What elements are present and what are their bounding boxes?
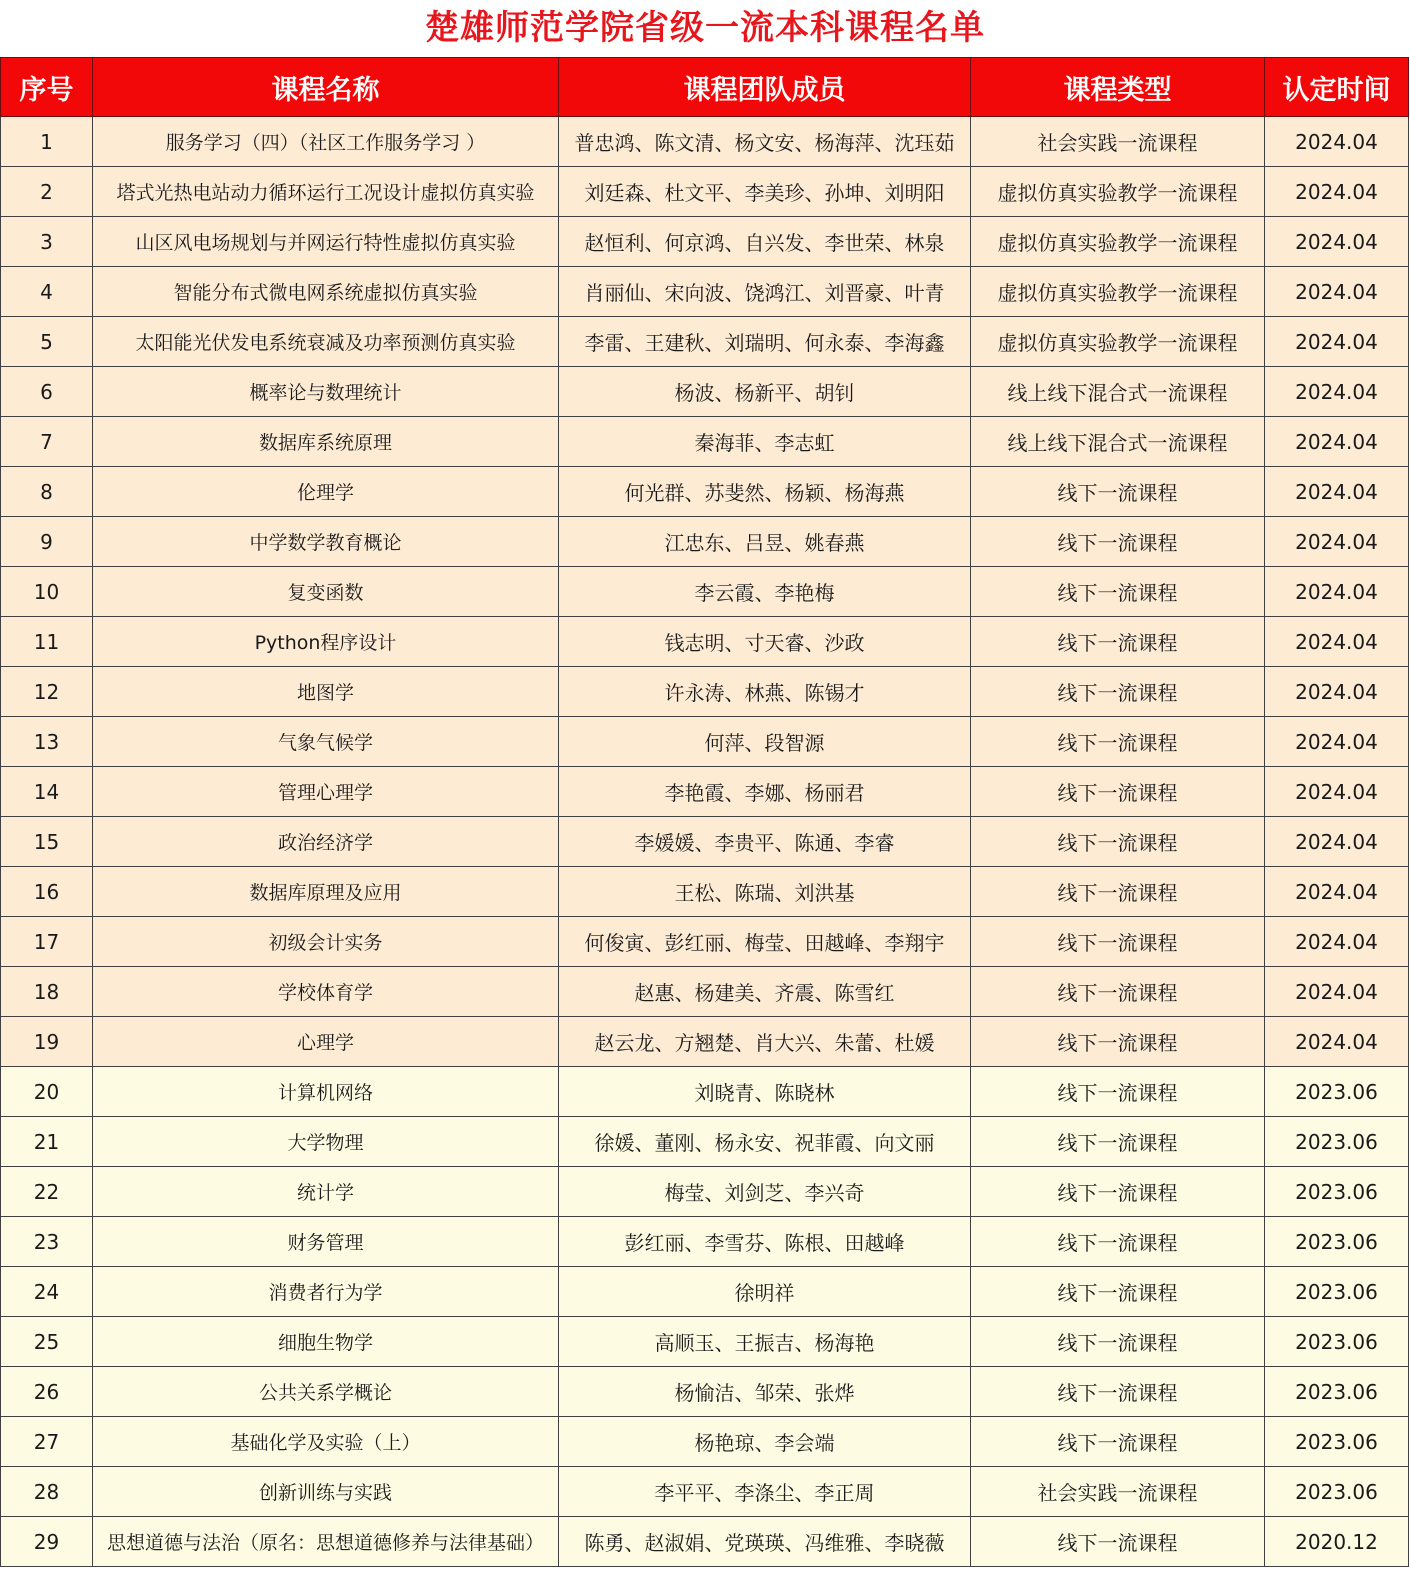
cell-course-type: 线下一流课程: [971, 567, 1265, 617]
cell-course-name: 大学物理: [93, 1117, 559, 1167]
cell-team-members: 普忠鸿、陈文清、杨文安、杨海萍、沈珏茹: [559, 117, 971, 167]
cell-no: 11: [1, 617, 93, 667]
cell-certification-date: 2024.04: [1265, 717, 1409, 767]
cell-no: 10: [1, 567, 93, 617]
cell-course-type: 线下一流课程: [971, 1417, 1265, 1467]
table-row: [1, 717, 1409, 767]
cell-course-type: 线下一流课程: [971, 917, 1265, 967]
cell-certification-date: 2023.06: [1265, 1267, 1409, 1317]
table-row: [1, 317, 1409, 367]
table-row: [1, 467, 1409, 517]
cell-no: 23: [1, 1217, 93, 1267]
table-row: [1, 1217, 1409, 1267]
cell-certification-date: 2024.04: [1265, 167, 1409, 217]
cell-course-name: 创新训练与实践: [93, 1467, 559, 1517]
table-row: [1, 617, 1409, 667]
cell-no: 1: [1, 117, 93, 167]
cell-team-members: 赵云龙、方翘楚、肖大兴、朱蕾、杜媛: [559, 1017, 971, 1067]
cell-no: 14: [1, 767, 93, 817]
cell-certification-date: 2024.04: [1265, 917, 1409, 967]
cell-course-type: 线下一流课程: [971, 1317, 1265, 1367]
cell-course-type: 线上线下混合式一流课程: [971, 417, 1265, 467]
cell-course-name: 地图学: [93, 667, 559, 717]
table-row: [1, 1517, 1409, 1567]
cell-certification-date: 2023.06: [1265, 1417, 1409, 1467]
cell-certification-date: 2024.04: [1265, 467, 1409, 517]
cell-no: 5: [1, 317, 93, 367]
cell-team-members: 何光群、苏斐然、杨颖、杨海燕: [559, 467, 971, 517]
cell-no: 12: [1, 667, 93, 717]
cell-certification-date: 2024.04: [1265, 867, 1409, 917]
cell-certification-date: 2024.04: [1265, 617, 1409, 667]
cell-course-name: 概率论与数理统计: [93, 367, 559, 417]
table-row: [1, 1317, 1409, 1367]
cell-certification-date: 2024.04: [1265, 317, 1409, 367]
cell-course-name: 财务管理: [93, 1217, 559, 1267]
cell-course-name: 管理心理学: [93, 767, 559, 817]
cell-no: 17: [1, 917, 93, 967]
header-course-type: 课程类型: [971, 58, 1265, 117]
cell-certification-date: 2024.04: [1265, 567, 1409, 617]
cell-no: 6: [1, 367, 93, 417]
cell-certification-date: 2024.04: [1265, 367, 1409, 417]
cell-course-type: 线下一流课程: [971, 967, 1265, 1017]
cell-course-type: 虚拟仿真实验教学一流课程: [971, 317, 1265, 367]
cell-certification-date: 2020.12: [1265, 1517, 1409, 1567]
cell-no: 13: [1, 717, 93, 767]
table-row: [1, 167, 1409, 217]
table-row: [1, 1167, 1409, 1217]
cell-no: 19: [1, 1017, 93, 1067]
cell-team-members: 杨波、杨新平、胡钊: [559, 367, 971, 417]
cell-course-type: 虚拟仿真实验教学一流课程: [971, 267, 1265, 317]
table-row: [1, 867, 1409, 917]
cell-course-type: 线下一流课程: [971, 767, 1265, 817]
cell-team-members: 秦海菲、李志虹: [559, 417, 971, 467]
table-row: [1, 1367, 1409, 1417]
cell-course-name: 学校体育学: [93, 967, 559, 1017]
cell-certification-date: 2023.06: [1265, 1367, 1409, 1417]
header-team-members: 课程团队成员: [559, 58, 971, 117]
cell-certification-date: 2024.04: [1265, 817, 1409, 867]
cell-course-type: 线下一流课程: [971, 1517, 1265, 1567]
cell-course-name: 服务学习（四）（社区工作服务学习 ）: [93, 117, 559, 167]
cell-course-type: 虚拟仿真实验教学一流课程: [971, 167, 1265, 217]
cell-certification-date: 2023.06: [1265, 1167, 1409, 1217]
cell-no: 26: [1, 1367, 93, 1417]
cell-certification-date: 2023.06: [1265, 1467, 1409, 1517]
cell-course-type: 线下一流课程: [971, 1167, 1265, 1217]
cell-team-members: 李媛媛、李贵平、陈通、李睿: [559, 817, 971, 867]
table-row: [1, 117, 1409, 167]
table-row: [1, 817, 1409, 867]
cell-course-name: 数据库系统原理: [93, 417, 559, 467]
cell-course-name: 伦理学: [93, 467, 559, 517]
cell-course-type: 线下一流课程: [971, 1367, 1265, 1417]
cell-course-name: 太阳能光伏发电系统衰减及功率预测仿真实验: [93, 317, 559, 367]
table-row: [1, 667, 1409, 717]
cell-no: 27: [1, 1417, 93, 1467]
cell-course-name: 心理学: [93, 1017, 559, 1067]
cell-no: 28: [1, 1467, 93, 1517]
cell-certification-date: 2024.04: [1265, 267, 1409, 317]
page-title: 楚雄师范学院省级一流本科课程名单: [425, 8, 985, 48]
cell-team-members: 李雷、王建秋、刘瑞明、何永泰、李海鑫: [559, 317, 971, 367]
cell-course-type: 线下一流课程: [971, 617, 1265, 667]
cell-no: 24: [1, 1267, 93, 1317]
table-row: [1, 367, 1409, 417]
table-row: [1, 1117, 1409, 1167]
cell-certification-date: 2024.04: [1265, 967, 1409, 1017]
cell-certification-date: 2023.06: [1265, 1067, 1409, 1117]
cell-course-type: 线下一流课程: [971, 467, 1265, 517]
cell-team-members: 江忠东、吕昱、姚春燕: [559, 517, 971, 567]
cell-team-members: 李平平、李涤尘、李正周: [559, 1467, 971, 1517]
table-row: [1, 567, 1409, 617]
cell-team-members: 刘廷森、杜文平、李美珍、孙坤、刘明阳: [559, 167, 971, 217]
cell-no: 18: [1, 967, 93, 1017]
cell-course-name: 思想道德与法治（原名：思想道德修养与法律基础）: [93, 1517, 559, 1567]
cell-team-members: 赵惠、杨建美、齐震、陈雪红: [559, 967, 971, 1017]
table-row: [1, 1017, 1409, 1067]
cell-course-name: 消费者行为学: [93, 1267, 559, 1317]
cell-course-name: 智能分布式微电网系统虚拟仿真实验: [93, 267, 559, 317]
cell-certification-date: 2024.04: [1265, 1017, 1409, 1067]
cell-no: 16: [1, 867, 93, 917]
cell-team-members: 刘晓青、陈晓林: [559, 1067, 971, 1117]
cell-team-members: 钱志明、寸天睿、沙政: [559, 617, 971, 667]
cell-no: 25: [1, 1317, 93, 1367]
cell-certification-date: 2024.04: [1265, 517, 1409, 567]
table-body: [1, 117, 1409, 1567]
cell-course-name: 计算机网络: [93, 1067, 559, 1117]
table-row: [1, 1267, 1409, 1317]
cell-course-name: 山区风电场规划与并网运行特性虚拟仿真实验: [93, 217, 559, 267]
cell-team-members: 许永涛、林燕、陈锡才: [559, 667, 971, 717]
cell-no: 9: [1, 517, 93, 567]
cell-team-members: 肖丽仙、宋向波、饶鸿江、刘晋豪、叶青: [559, 267, 971, 317]
cell-course-type: 线下一流课程: [971, 817, 1265, 867]
cell-certification-date: 2024.04: [1265, 117, 1409, 167]
header-certification-date: 认定时间: [1265, 58, 1409, 117]
course-table: [0, 57, 1409, 1567]
table-row: [1, 1067, 1409, 1117]
table-row: [1, 767, 1409, 817]
cell-team-members: 王松、陈瑞、刘洪基: [559, 867, 971, 917]
cell-certification-date: 2023.06: [1265, 1117, 1409, 1167]
cell-certification-date: 2024.04: [1265, 767, 1409, 817]
cell-course-type: 线下一流课程: [971, 517, 1265, 567]
cell-course-type: 线下一流课程: [971, 667, 1265, 717]
cell-no: 15: [1, 817, 93, 867]
table-row: [1, 217, 1409, 267]
cell-no: 21: [1, 1117, 93, 1167]
cell-team-members: 高顺玉、王振吉、杨海艳: [559, 1317, 971, 1367]
cell-team-members: 李云霞、李艳梅: [559, 567, 971, 617]
cell-course-type: 线下一流课程: [971, 1117, 1265, 1167]
cell-course-type: 线下一流课程: [971, 1217, 1265, 1267]
cell-team-members: 徐明祥: [559, 1267, 971, 1317]
cell-certification-date: 2024.04: [1265, 217, 1409, 267]
cell-course-type: 线下一流课程: [971, 1067, 1265, 1117]
cell-no: 22: [1, 1167, 93, 1217]
cell-course-type: 社会实践一流课程: [971, 117, 1265, 167]
cell-no: 2: [1, 167, 93, 217]
table-header-row: [1, 58, 1409, 117]
cell-team-members: 何萍、段智源: [559, 717, 971, 767]
cell-course-type: 线下一流课程: [971, 717, 1265, 767]
cell-course-name: 塔式光热电站动力循环运行工况设计虚拟仿真实验: [93, 167, 559, 217]
table-row: [1, 917, 1409, 967]
cell-course-name: 政治经济学: [93, 817, 559, 867]
cell-team-members: 梅莹、刘剑芝、李兴奇: [559, 1167, 971, 1217]
cell-course-type: 线下一流课程: [971, 1017, 1265, 1067]
cell-course-type: 线下一流课程: [971, 867, 1265, 917]
cell-team-members: 杨艳琼、李会端: [559, 1417, 971, 1467]
cell-no: 3: [1, 217, 93, 267]
cell-certification-date: 2024.04: [1265, 417, 1409, 467]
table-row: [1, 1467, 1409, 1517]
cell-course-type: 虚拟仿真实验教学一流课程: [971, 217, 1265, 267]
cell-team-members: 陈勇、赵淑娟、党瑛瑛、冯维雅、李晓薇: [559, 1517, 971, 1567]
cell-course-name: 气象气候学: [93, 717, 559, 767]
cell-certification-date: 2023.06: [1265, 1317, 1409, 1367]
cell-team-members: 杨愉洁、邹荣、张烨: [559, 1367, 971, 1417]
cell-team-members: 徐媛、董刚、杨永安、祝菲霞、向文丽: [559, 1117, 971, 1167]
cell-no: 4: [1, 267, 93, 317]
cell-course-name: Python程序设计: [93, 617, 559, 667]
cell-certification-date: 2023.06: [1265, 1217, 1409, 1267]
cell-course-name: 数据库原理及应用: [93, 867, 559, 917]
cell-course-name: 细胞生物学: [93, 1317, 559, 1367]
cell-course-type: 线下一流课程: [971, 1267, 1265, 1317]
cell-course-type: 线上线下混合式一流课程: [971, 367, 1265, 417]
cell-no: 7: [1, 417, 93, 467]
cell-no: 29: [1, 1517, 93, 1567]
cell-course-name: 初级会计实务: [93, 917, 559, 967]
cell-team-members: 赵恒利、何京鸿、自兴发、李世荣、林泉: [559, 217, 971, 267]
table-row: [1, 1417, 1409, 1467]
cell-course-name: 复变函数: [93, 567, 559, 617]
cell-course-name: 统计学: [93, 1167, 559, 1217]
header-course-name: 课程名称: [93, 58, 559, 117]
table-row: [1, 517, 1409, 567]
table-row: [1, 967, 1409, 1017]
cell-certification-date: 2024.04: [1265, 667, 1409, 717]
cell-no: 8: [1, 467, 93, 517]
table-row: [1, 417, 1409, 467]
cell-no: 20: [1, 1067, 93, 1117]
cell-team-members: 李艳霞、李娜、杨丽君: [559, 767, 971, 817]
table-row: [1, 267, 1409, 317]
cell-course-name: 中学数学教育概论: [93, 517, 559, 567]
cell-course-name: 公共关系学概论: [93, 1367, 559, 1417]
cell-team-members: 彭红丽、李雪芬、陈根、田越峰: [559, 1217, 971, 1267]
cell-team-members: 何俊寅、彭红丽、梅莹、田越峰、李翔宇: [559, 917, 971, 967]
cell-course-name: 基础化学及实验（上）: [93, 1417, 559, 1467]
header-no: 序号: [1, 58, 93, 117]
cell-course-type: 社会实践一流课程: [971, 1467, 1265, 1517]
